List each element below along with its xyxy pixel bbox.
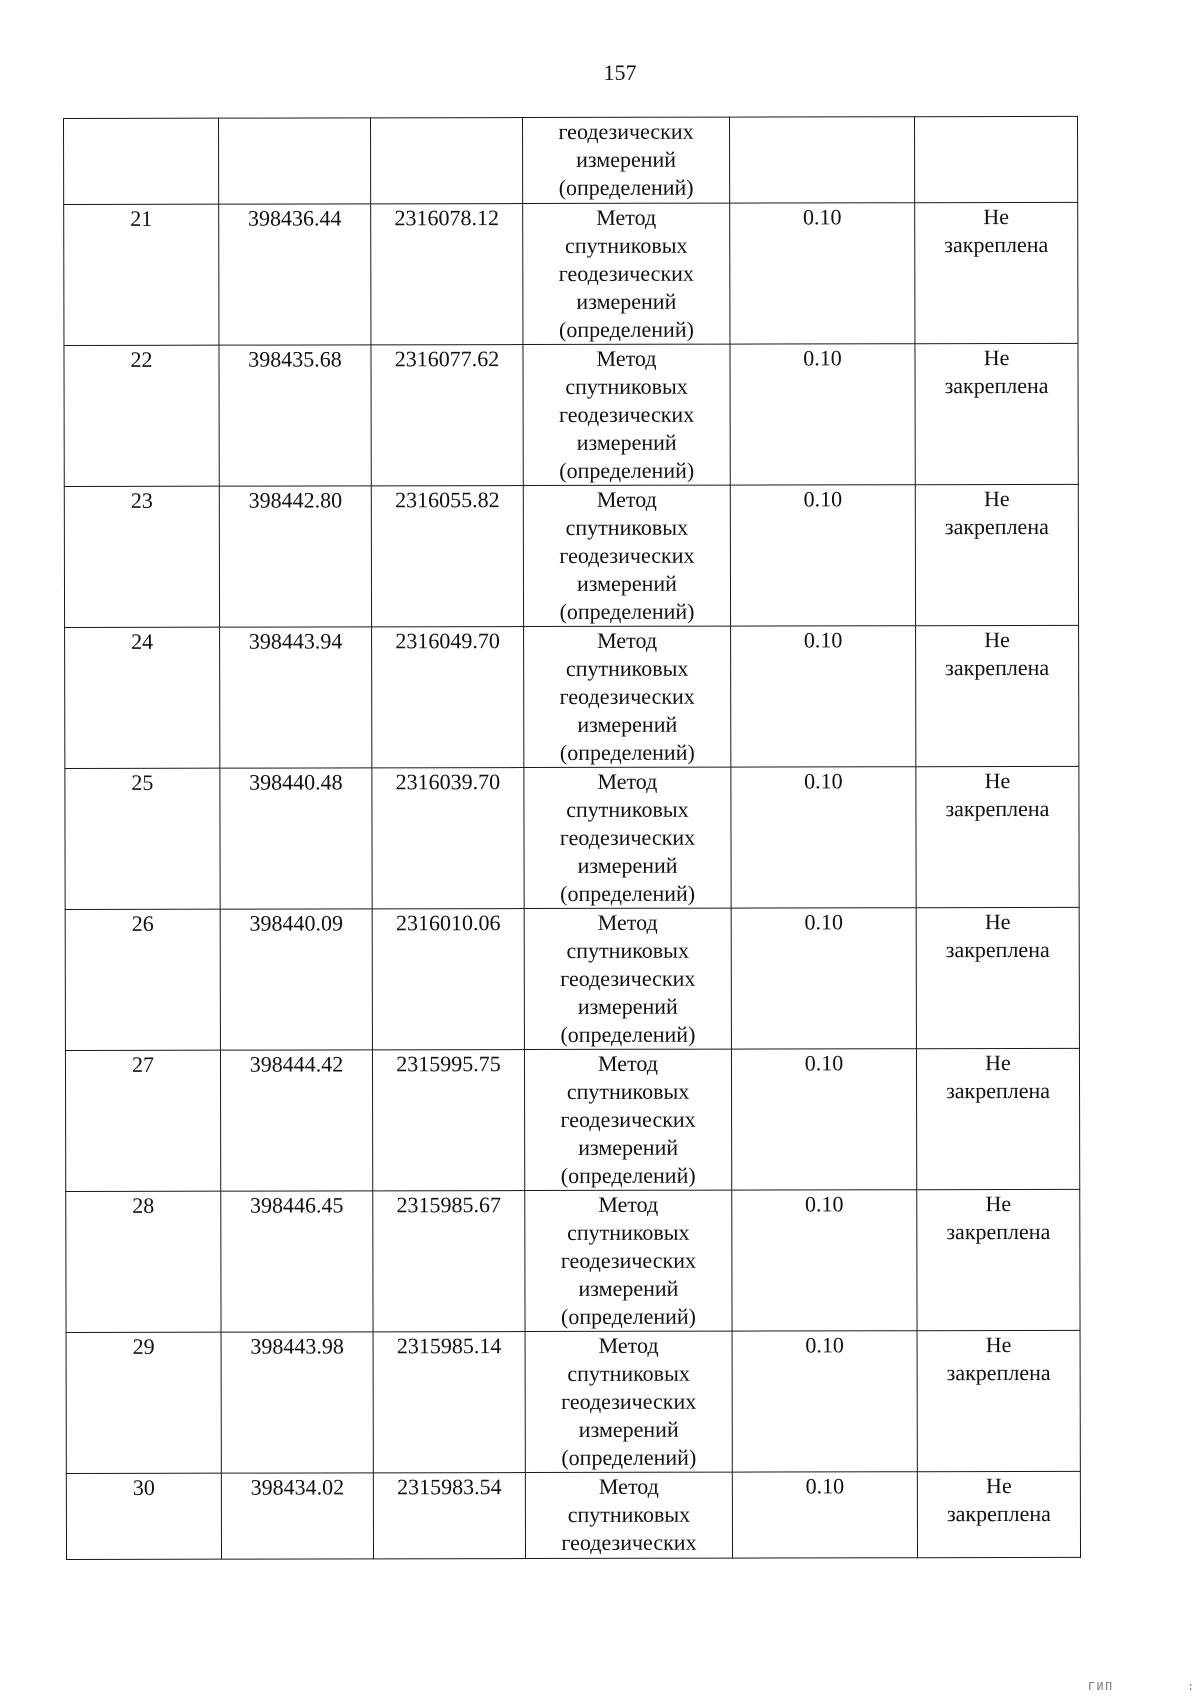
point-number-cell: 22 bbox=[64, 345, 219, 486]
fixation-cell: Не закреплена bbox=[916, 907, 1079, 1048]
point-number-cell: 25 bbox=[65, 768, 220, 909]
error-cell bbox=[729, 117, 914, 203]
table-row bbox=[66, 1189, 1080, 1332]
table-row bbox=[65, 907, 1079, 1050]
method-cell: Метод спутниковых геодезических измерений (определений) bbox=[524, 626, 731, 767]
point-number-cell: 21 bbox=[64, 204, 219, 345]
x-coordinate-cell: 398443.98 bbox=[221, 1332, 373, 1473]
method-cell: Метод спутниковых геодезических измерений (определений) bbox=[524, 767, 731, 908]
x-coordinate-cell: 398446.45 bbox=[221, 1191, 373, 1332]
point-number-cell: 30 bbox=[66, 1473, 221, 1559]
page-number: 157 bbox=[603, 60, 637, 85]
coordinates-table bbox=[63, 116, 1081, 1560]
fixation-cell bbox=[914, 116, 1077, 202]
x-coordinate-cell: 398440.48 bbox=[220, 768, 372, 909]
x-coordinate-cell: 398434.02 bbox=[221, 1473, 373, 1559]
fixation-cell: Не закреплена bbox=[916, 625, 1079, 766]
table-row bbox=[64, 202, 1078, 345]
y-coordinate-cell: 2316078.12 bbox=[371, 204, 523, 345]
error-cell: 0.10 bbox=[730, 344, 915, 485]
fixation-cell: Не закреплена bbox=[915, 343, 1078, 484]
y-coordinate-cell bbox=[371, 118, 523, 204]
error-cell: 0.10 bbox=[730, 203, 915, 344]
y-coordinate-cell: 2315985.14 bbox=[373, 1332, 525, 1473]
table-row bbox=[64, 343, 1078, 486]
method-cell: Метод спутниковых геодезических bbox=[525, 1472, 732, 1558]
fixation-cell: Не закреплена bbox=[917, 1330, 1080, 1471]
method-cell: Метод спутниковых геодезических измерений (определений) bbox=[523, 485, 730, 626]
error-cell: 0.10 bbox=[731, 908, 916, 1049]
error-cell: 0.10 bbox=[732, 1331, 917, 1472]
method-cell: геодезических измерений (определений) bbox=[523, 117, 730, 203]
fixation-cell: Не закреплена bbox=[915, 202, 1078, 343]
point-number-cell: 26 bbox=[65, 909, 220, 1050]
y-coordinate-cell: 2316039.70 bbox=[372, 768, 524, 909]
fixation-cell: Не закреплена bbox=[916, 766, 1079, 907]
y-coordinate-cell: 2316077.62 bbox=[371, 345, 523, 486]
point-number-cell: 28 bbox=[66, 1191, 221, 1332]
method-cell: Метод спутниковых геодезических измерений (определений) bbox=[525, 1331, 732, 1472]
fixation-cell: Не закреплена bbox=[917, 1189, 1080, 1330]
y-coordinate-cell: 2315985.67 bbox=[373, 1191, 525, 1332]
table-row bbox=[65, 766, 1079, 909]
error-cell: 0.10 bbox=[731, 626, 916, 767]
point-number-cell: 27 bbox=[65, 1050, 220, 1191]
x-coordinate-cell: 398442.80 bbox=[219, 486, 371, 627]
x-coordinate-cell: 398436.44 bbox=[219, 204, 371, 345]
footer-scan-mark: ГИП bbox=[1088, 1680, 1114, 1693]
error-cell: 0.10 bbox=[732, 1190, 917, 1331]
table-row-continued bbox=[64, 116, 1078, 204]
y-coordinate-cell: 2316049.70 bbox=[372, 627, 524, 768]
y-coordinate-cell: 2316055.82 bbox=[371, 486, 523, 627]
fixation-cell: Не закреплена bbox=[917, 1471, 1080, 1557]
error-cell: 0.10 bbox=[731, 1049, 916, 1190]
table-row bbox=[65, 1048, 1079, 1191]
y-coordinate-cell: 2316010.06 bbox=[372, 909, 524, 1050]
x-coordinate-cell: 398440.09 bbox=[220, 909, 372, 1050]
point-number-cell bbox=[64, 118, 219, 204]
table-row bbox=[66, 1330, 1080, 1473]
fixation-cell: Не закреплена bbox=[916, 1048, 1079, 1189]
point-number-cell: 24 bbox=[65, 627, 220, 768]
x-coordinate-cell: 398435.68 bbox=[219, 345, 371, 486]
corner-scan-mark: : bbox=[1187, 1680, 1194, 1693]
method-cell: Метод спутниковых геодезических измерений (определений) bbox=[523, 344, 730, 485]
table-row-truncated bbox=[66, 1471, 1080, 1559]
table-row bbox=[65, 625, 1079, 768]
table-row bbox=[64, 484, 1078, 627]
method-cell: Метод спутниковых геодезических измерений (определений) bbox=[525, 1190, 732, 1331]
x-coordinate-cell: 398443.94 bbox=[220, 627, 372, 768]
y-coordinate-cell: 2315995.75 bbox=[372, 1050, 524, 1191]
error-cell: 0.10 bbox=[732, 1472, 917, 1558]
x-coordinate-cell: 398444.42 bbox=[220, 1050, 372, 1191]
y-coordinate-cell: 2315983.54 bbox=[373, 1473, 525, 1559]
error-cell: 0.10 bbox=[730, 485, 915, 626]
method-cell: Метод спутниковых геодезических измерений (определений) bbox=[524, 1049, 731, 1190]
x-coordinate-cell bbox=[219, 118, 371, 204]
fixation-cell: Не закреплена bbox=[915, 484, 1078, 625]
method-cell: Метод спутниковых геодезических измерений (определений) bbox=[523, 203, 730, 344]
point-number-cell: 23 bbox=[64, 486, 219, 627]
error-cell: 0.10 bbox=[731, 767, 916, 908]
point-number-cell: 29 bbox=[66, 1332, 221, 1473]
method-cell: Метод спутниковых геодезических измерений (определений) bbox=[524, 908, 731, 1049]
